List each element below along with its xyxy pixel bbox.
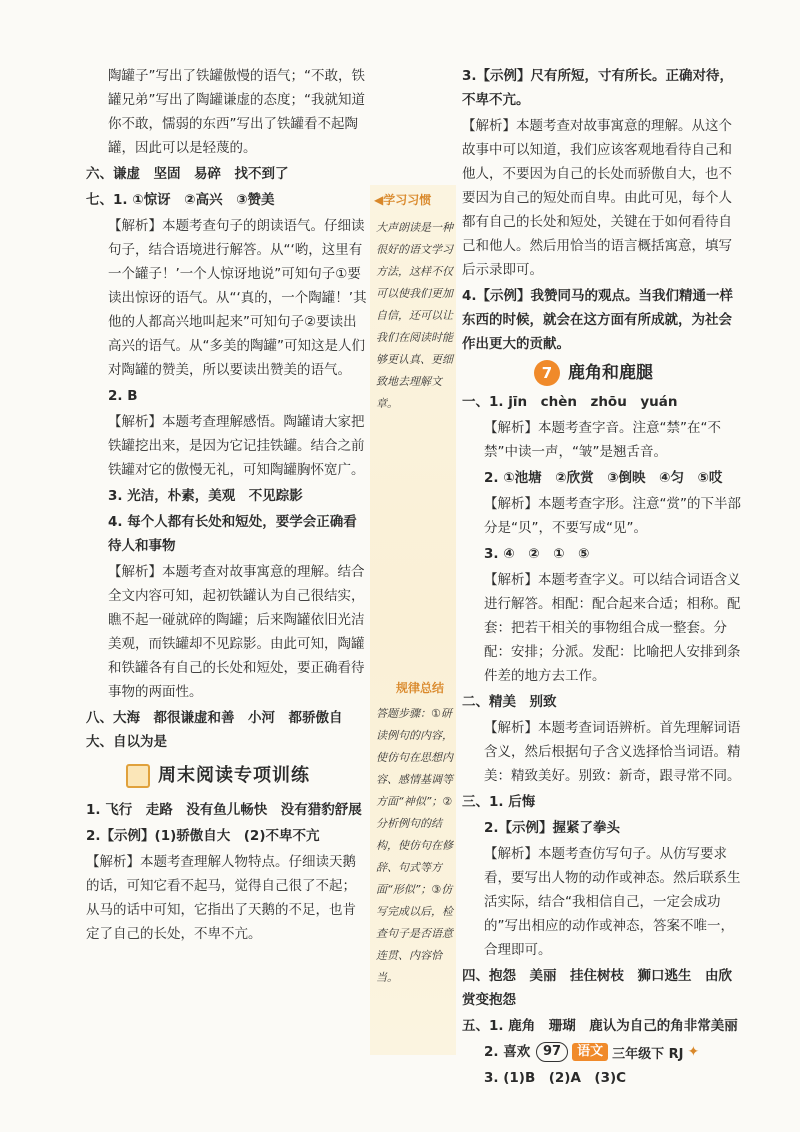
answer-paragraph: 三、1. 后悔 xyxy=(462,794,536,810)
answer-paragraph: 2. ①池塘 ②欣赏 ③倒映 ④匀 ⑤哎 xyxy=(484,470,723,486)
lesson-header xyxy=(534,360,744,386)
answer-paragraph: 3. 光洁，朴素，美观 不见踪影 xyxy=(108,488,303,504)
side-note-text-summary: 答题步骤：①研读例句的内容，使仿句在思想内容、感情基调等方面“神似”；②分析例句的结构，使仿句在修辞、句式等方面“形似”；③仿写完成以后，检查句子是否语意连贯、内容恰当。 xyxy=(376,707,453,984)
answer-paragraph: 【解析】本题考查字义。可以结合词语含义进行解答。相配：配合起来合适；相称。配套：把若干相关的事物组合成一整套。分配：安排；分派。发配：比喻把人安排到条件差的地方去工作。 xyxy=(484,572,741,684)
answer-paragraph: 陶罐子”写出了铁罐傲慢的语气；“不敢，铁罐兄弟”写出了陶罐谦虚的态度；“我就知道你不敢，懦弱的东西”写出了铁罐看不起陶罐，因此可以是轻蔑的。 xyxy=(108,68,365,156)
answer-paragraph: 四、抱怨 美丽 挂住树枝 狮口逃生 由欣赏变抱怨 xyxy=(462,968,732,1008)
answer-paragraph: 【解析】本题考查字形。注意“赏”的下半部分是“贝”，不要写成“见”。 xyxy=(484,496,741,536)
answer-paragraph: 4. 每个人都有长处和短处，要学会正确看待人和事物 xyxy=(108,514,357,554)
answer-paragraph: 八、大海 都很谦虚和善 小河 都骄傲自大、自以为是 xyxy=(86,710,343,750)
lesson-title: 鹿角和鹿腿 xyxy=(568,363,653,383)
subject-label: 语文 xyxy=(572,1043,608,1061)
answer-paragraph: 2. 喜欢 xyxy=(484,1044,531,1060)
answer-paragraph: 4.【示例】我赞同马的观点。当我们精通一样东西的时候，就会在这方面有所成就，为社会作出更大的贡献。 xyxy=(462,288,734,352)
side-note-text-habit: 大声朗读是一种很好的语文学习方法，这样不仅可以使我们更加自信，还可以让我们在阅读时能够更认真、更细致地去理解文章。 xyxy=(376,221,453,410)
answer-paragraph: 1. 飞行 走路 没有鱼儿畅快 没有猎豹舒展 xyxy=(86,802,362,818)
answer-paragraph: 七、1. ①惊讶 ②高兴 ③赞美 xyxy=(86,192,275,208)
answer-paragraph: 六、谦虚 坚固 易碎 找不到了 xyxy=(86,166,289,182)
answer-paragraph: 【解析】本题考查理解人物特点。仔细读天鹅的话，可知它看不起马，觉得自己很了不起；从马的话中可知，它指出了天鹅的不足，也肯定了自己的长处，不卑不亢。 xyxy=(86,854,356,942)
side-note-title-habit: ◀学习习惯 xyxy=(374,193,432,207)
side-notes xyxy=(370,185,456,1055)
answer-paragraph: 2.【示例】握紧了拳头 xyxy=(484,820,621,836)
answer-paragraph: 【解析】本题考查仿写句子。从仿写要求看，要写出人物的动作或神态。然后联系生活实际，结合“我相信自己，一定会成功的”写出相应的动作或神态，答案不唯一，合理即可。 xyxy=(484,846,741,958)
lesson-number: 7 xyxy=(534,360,560,386)
answer-paragraph: 【解析】本题考查对故事寓意的理解。从这个故事中可以知道，我们应该客观地看待自己和他人，不要因为自己的长处而骄傲自大，也不要因为自己的短处而自卑。由此可见，每个人都有自己的长处和短处，关键在于如何看待自己和他人。然后用恰当的语言概括寓意，填写后示录即可。 xyxy=(462,118,732,278)
right-column xyxy=(462,62,744,1092)
page-number: 97 xyxy=(536,1042,568,1062)
answer-paragraph: 【解析】本题考查字音。注意“禁”在“不禁”中读一声，“皱”是翘舌音。 xyxy=(484,420,721,460)
answer-paragraph: 【解析】本题考查句子的朗读语气。仔细读句子，结合语境进行解答。从“‘哟，这里有一个罐子！’一个人惊讶地说”可知句子①要读出惊讶的语气。从“‘真的，一个陶罐！’其他的人都高兴地叫起来”可知句子②要读出高兴的语气。从“多美的陶罐”可知这是人们对陶罐的赞美，所以要读出赞美的语气。 xyxy=(108,218,367,378)
answer-paragraph: 五、1. 鹿角 珊瑚 鹿认为自己的角非常美丽 xyxy=(462,1018,738,1034)
banner-title: 周末阅读专项训练 xyxy=(158,765,310,786)
answer-paragraph: 【解析】本题考查理解感悟。陶罐请大家把铁罐挖出来，是因为它记挂铁罐。结合之前铁罐对它的傲慢无礼，可知陶罐胸怀宽广。 xyxy=(108,414,365,478)
maple-leaf-icon: ✦ xyxy=(687,1044,700,1060)
answer-paragraph: 3.【示例】尺有所短，寸有所长。正确对待，不卑不亢。 xyxy=(462,68,734,108)
answer-paragraph: 3. (1)B (2)A (3)C xyxy=(484,1070,627,1086)
answer-paragraph: 2. B xyxy=(108,388,138,404)
weekend-reading-banner xyxy=(126,764,368,788)
answer-paragraph: 【解析】本题考查词语辨析。首先理解词语含义，然后根据句子含义选择恰当词语。精美：精致美好。别致：新奇，跟寻常不同。 xyxy=(484,720,741,784)
answer-paragraph: 3. ④ ② ① ⑤ xyxy=(484,546,590,562)
left-column xyxy=(86,62,368,948)
grade-label: 三年级下 RJ xyxy=(612,1046,684,1062)
answer-paragraph: 二、精美 别致 xyxy=(462,694,557,710)
side-note-title-summary: 规律总结 xyxy=(396,681,445,695)
scroll-icon xyxy=(126,764,150,788)
page-footer xyxy=(536,1042,699,1062)
answer-paragraph: 2.【示例】(1)骄傲自大 (2)不卑不亢 xyxy=(86,828,320,844)
answer-paragraph: 【解析】本题考查对故事寓意的理解。结合全文内容可知，起初铁罐认为自己很结实，瞧不起一碰就碎的陶罐；后来陶罐依旧光洁美观，而铁罐却不见踪影。由此可知，陶罐和铁罐各有自己的长处和短处，要正确看待事物的两面性。 xyxy=(108,564,365,700)
answer-paragraph: 一、1. jīn chèn zhōu yuán xyxy=(462,394,678,410)
